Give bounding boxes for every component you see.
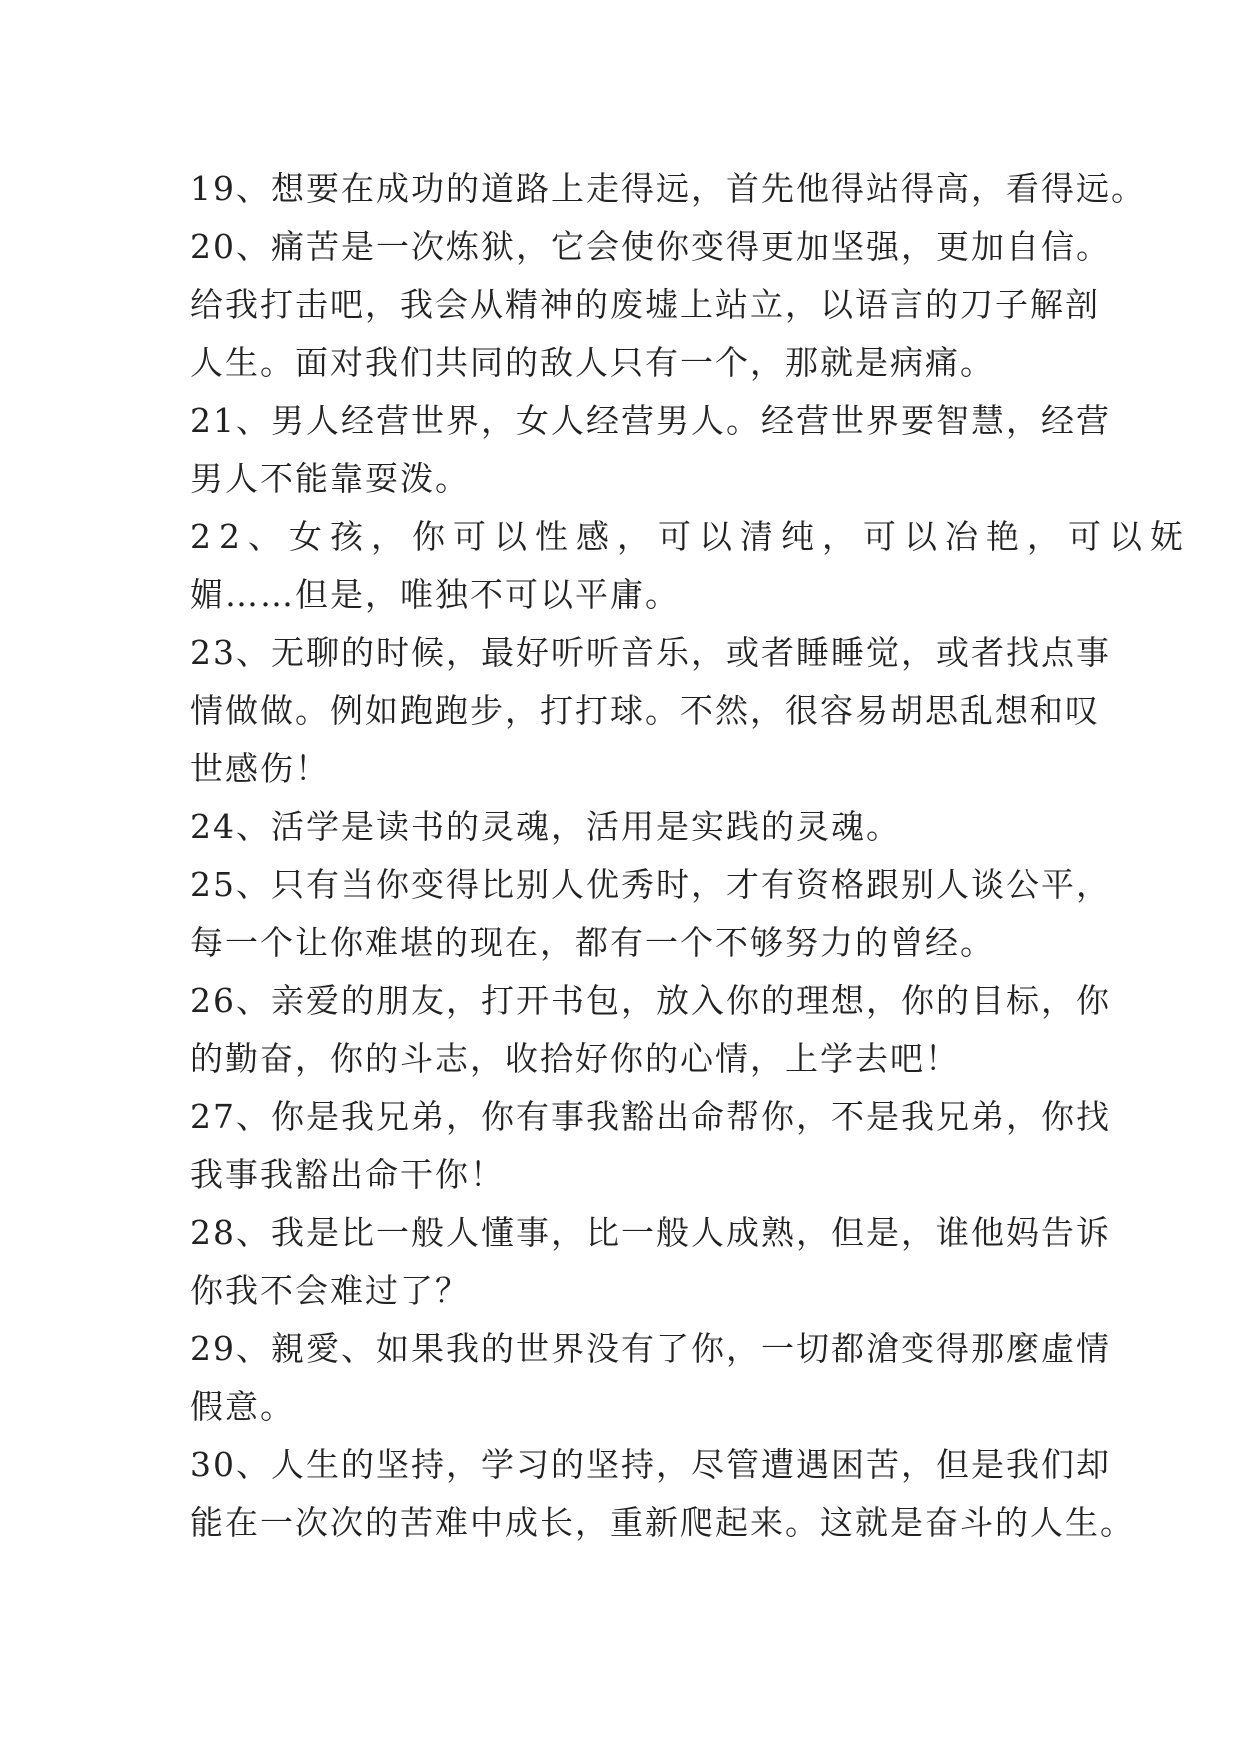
text-line-12: 24、活学是读书的灵魂，活用是实践的灵魂。 — [190, 807, 901, 846]
text-line-3: 给我打击吧，我会从精神的废墟上站立，以语言的刀子解剖 — [190, 285, 1100, 324]
text-line-21: 29、親愛、如果我的世界没有了你，一切都滄变得那麼虛情 — [190, 1329, 1111, 1368]
text-line-8: 媚……但是，唯独不可以平庸。 — [190, 575, 680, 614]
text-line-16: 的勤奋，你的斗志，收拾好你的心情，上学去吧！ — [190, 1039, 960, 1078]
text-line-13: 25、只有当你变得比别人优秀时，才有资格跟别人谈公平， — [190, 865, 1111, 904]
text-line-19: 28、我是比一般人懂事，比一般人成熟，但是，谁他妈告诉 — [190, 1213, 1111, 1252]
text-line-20: 你我不会难过了？ — [190, 1271, 470, 1310]
text-line-2: 20、痛苦是一次炼狱，它会使你变得更加坚强，更加自信。 — [190, 227, 1111, 266]
text-line-24: 能在一次次的苦难中成长，重新爬起来。这就是奋斗的人生。 — [190, 1503, 1135, 1542]
text-line-11: 世感伤！ — [190, 749, 330, 788]
text-line-9: 23、无聊的时候，最好听听音乐，或者睡睡觉，或者找点事 — [190, 633, 1111, 672]
text-line-17: 27、你是我兄弟，你有事我豁出命帮你，不是我兄弟，你找 — [190, 1097, 1111, 1136]
text-line-4: 人生。面对我们共同的敌人只有一个，那就是病痛。 — [190, 343, 995, 382]
text-line-14: 每一个让你难堪的现在，都有一个不够努力的曾经。 — [190, 923, 995, 962]
text-line-18: 我事我豁出命干你！ — [190, 1155, 505, 1194]
text-line-15: 26、亲爱的朋友，打开书包，放入你的理想，你的目标，你 — [190, 981, 1111, 1020]
text-line-23: 30、人生的坚持，学习的坚持，尽管遭遇困苦，但是我们却 — [190, 1445, 1111, 1484]
text-line-7: 22、女孩，你可以性感，可以清纯，可以冶艳，可以妩 — [190, 517, 1191, 556]
body-text — [190, 160, 1191, 1552]
text-line-1: 19、想要在成功的道路上走得远，首先他得站得高，看得远。 — [190, 169, 1146, 208]
text-line-22: 假意。 — [190, 1387, 295, 1426]
text-line-5: 21、男人经营世界，女人经营男人。经营世界要智慧，经营 — [190, 401, 1111, 440]
text-line-10: 情做做。例如跑跑步，打打球。不然，很容易胡思乱想和叹 — [190, 691, 1100, 730]
text-line-6: 男人不能靠耍泼。 — [190, 459, 470, 498]
